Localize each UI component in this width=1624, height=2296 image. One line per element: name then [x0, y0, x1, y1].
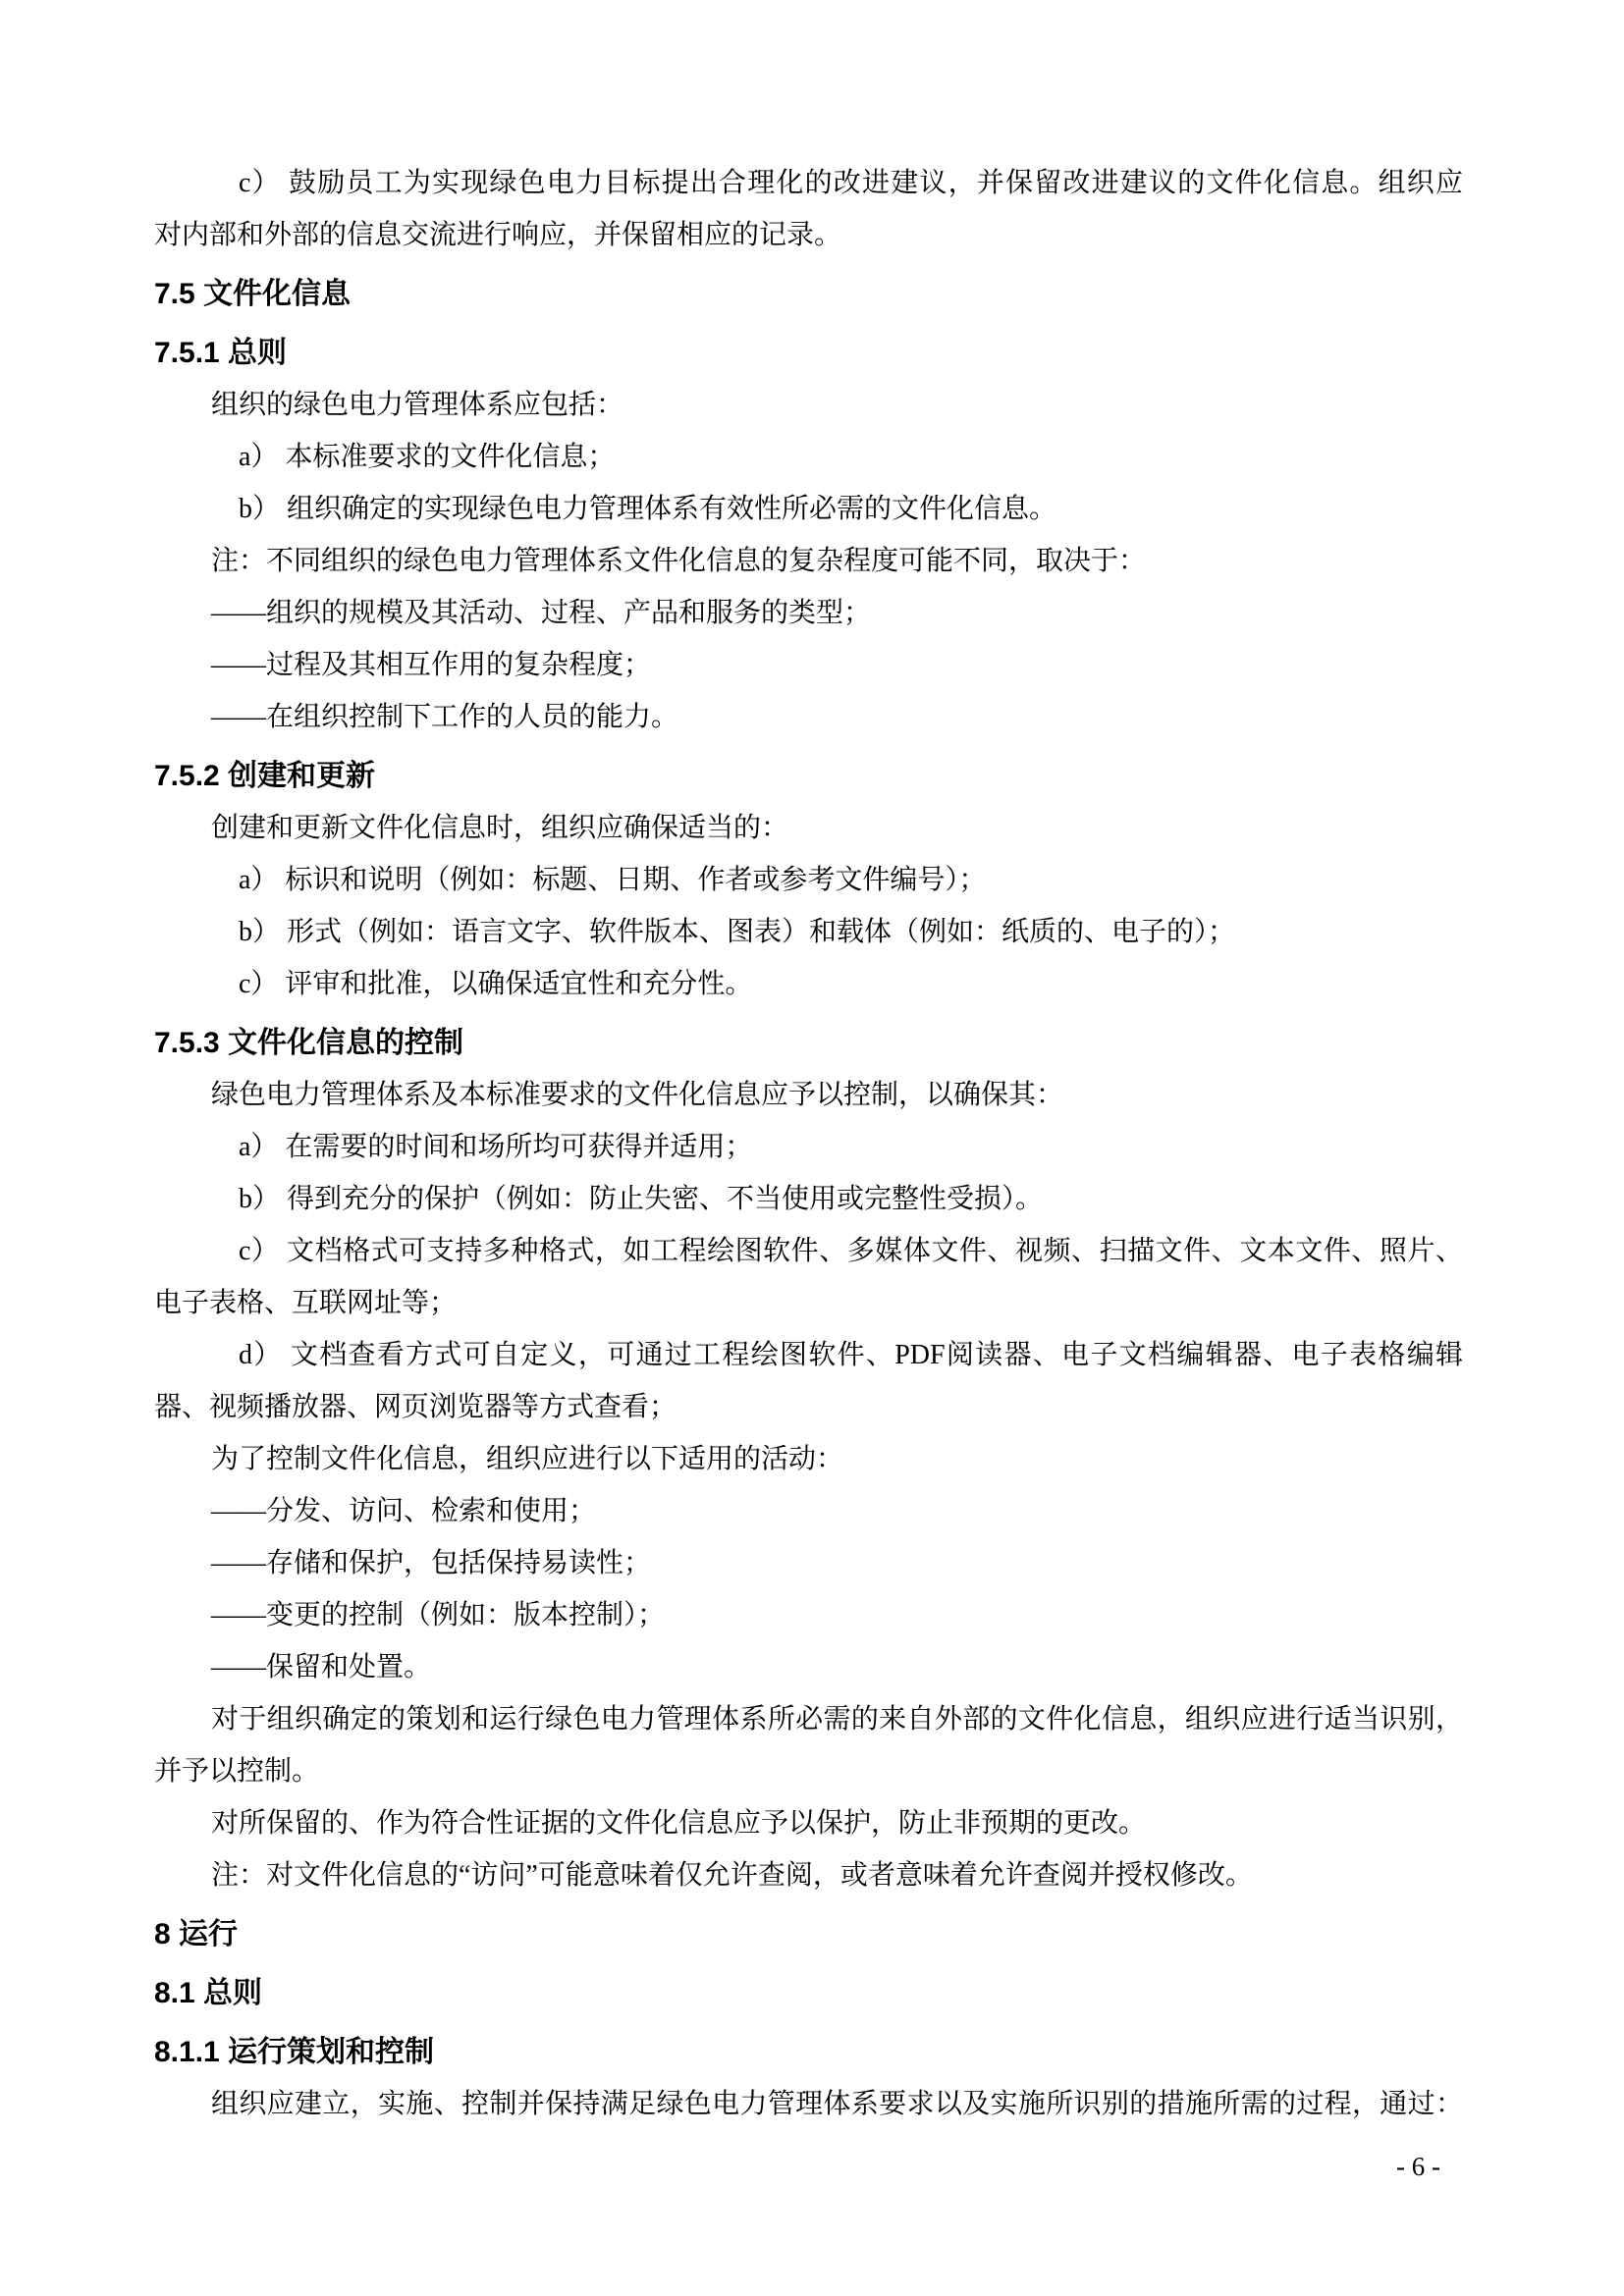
text-line: b） 组织确定的实现绿色电力管理体系有效性所必需的文件化信息。: [239, 494, 1057, 524]
text-line: ——过程及其相互作用的复杂程度；: [211, 650, 652, 680]
page-number: - 6 -: [1396, 2152, 1440, 2181]
text-line: ——保留和处置。: [211, 1652, 432, 1682]
heading-7-5-3: 7.5.3 文件化信息的控制: [154, 1027, 464, 1059]
text-line: c） 评审和批准，以确保适宜性和充分性。: [239, 969, 753, 999]
heading-7-5: 7.5 文件化信息: [154, 278, 352, 310]
text-line: a） 在需要的时间和场所均可获得并适用；: [239, 1132, 753, 1162]
text-line: 并予以控制。: [154, 1756, 320, 1787]
text-line: 注：对文件化信息的“访问”可能意味着仅允许查阅，或者意味着允许查阅并授权修改。: [211, 1860, 1253, 1891]
text-line: c） 鼓励员工为实现绿色电力目标提出合理化的改进建议，并保留改进建议的文件化信息。组织应: [239, 168, 1463, 198]
text-line: 对所保留的、作为符合性证据的文件化信息应予以保护，防止非预期的更改。: [211, 1808, 1147, 1839]
text-line: 为了控制文件化信息，组织应进行以下适用的活动：: [211, 1444, 844, 1474]
text-line: 创建和更新文件化信息时，组织应确保适当的：: [211, 813, 789, 843]
document-body: [154, 157, 1463, 2130]
text-line: a） 本标准要求的文件化信息；: [239, 442, 616, 472]
text-line: 电子表格、互联网址等；: [154, 1288, 458, 1318]
text-line: ——变更的控制（例如：版本控制）；: [211, 1600, 666, 1630]
text-line: a） 标识和说明（例如：标题、日期、作者或参考文件编号）；: [239, 865, 987, 895]
text-line: 对于组织确定的策划和运行绿色电力管理体系所必需的来自外部的文件化信息，组织应进行适当识别，: [211, 1704, 1463, 1735]
heading-8: 8 运行: [154, 1918, 239, 1950]
text-line: 组织应建立，实施、控制并保持满足绿色电力管理体系要求以及实施所识别的措施所需的过程，通过：: [211, 2089, 1463, 2119]
text-line: ——存储和保护，包括保持易读性；: [211, 1548, 652, 1578]
text-line: ——分发、访问、检索和使用；: [211, 1496, 597, 1526]
text-line: 绿色电力管理体系及本标准要求的文件化信息应予以控制，以确保其：: [211, 1080, 1064, 1110]
text-line: d） 文档查看方式可自定义，可通过工程绘图软件、PDF阅读器、电子文档编辑器、电子表格编辑: [239, 1340, 1463, 1370]
text-line: ——在组织控制下工作的人员的能力。: [211, 702, 679, 732]
text-line: 器、视频播放器、网页浏览器等方式查看；: [154, 1392, 677, 1422]
heading-7-5-1: 7.5.1 总则: [154, 337, 288, 369]
heading-7-5-2: 7.5.2 创建和更新: [154, 760, 376, 792]
text-line: 组织的绿色电力管理体系应包括：: [211, 390, 624, 420]
heading-8-1-1: 8.1.1 运行策划和控制: [154, 2036, 435, 2068]
text-line: ——组织的规模及其活动、过程、产品和服务的类型；: [211, 598, 872, 628]
heading-8-1: 8.1 总则: [154, 1977, 263, 2009]
text-line: 注：不同组织的绿色电力管理体系文件化信息的复杂程度可能不同，取决于：: [211, 546, 1147, 576]
text-line: b） 得到充分的保护（例如：防止失密、不当使用或完整性受损）。: [239, 1184, 1044, 1214]
text-line: c） 文档格式可支持多种格式，如工程绘图软件、多媒体文件、视频、扫描文件、文本文件、照片、: [239, 1236, 1463, 1266]
text-line: 对内部和外部的信息交流进行响应，并保留相应的记录。: [154, 220, 842, 250]
text-line: b） 形式（例如：语言文字、软件版本、图表）和载体（例如：纸质的、电子的）；: [239, 917, 1236, 947]
